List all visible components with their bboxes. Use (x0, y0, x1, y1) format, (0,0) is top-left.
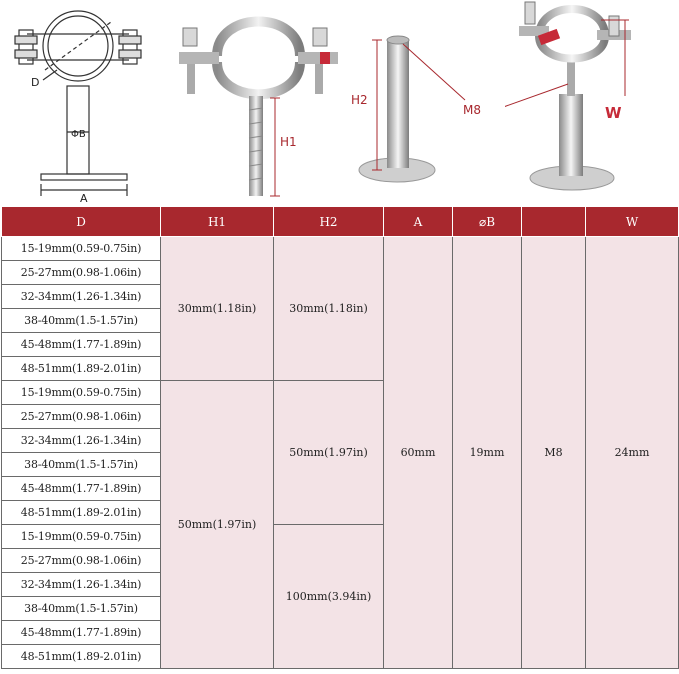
label-h2: H2 (351, 93, 368, 107)
cell-d: 15-19mm(0.59-0.75in) (2, 237, 161, 261)
cell-d: 32-34mm(1.26-1.34in) (2, 429, 161, 453)
label-a: A (80, 192, 88, 205)
technical-drawing (5, 0, 155, 205)
table-row (2, 237, 679, 261)
cell-d: 32-34mm(1.26-1.34in) (2, 285, 161, 309)
cell-d: 15-19mm(0.59-0.75in) (2, 525, 161, 549)
cell-b: 19mm (453, 237, 522, 669)
cell-h2: 30mm(1.18in) (274, 237, 384, 381)
header-a: A (384, 207, 453, 237)
cell-d: 38-40mm(1.5-1.57in) (2, 597, 161, 621)
cell-d: 48-51mm(1.89-2.01in) (2, 501, 161, 525)
header-h2: H2 (274, 207, 384, 237)
cell-d: 15-19mm(0.59-0.75in) (2, 381, 161, 405)
cell-h2: 50mm(1.97in) (274, 381, 384, 525)
header-d: D (2, 207, 161, 237)
cell-d: 38-40mm(1.5-1.57in) (2, 309, 161, 333)
cell-d: 25-27mm(0.98-1.06in) (2, 549, 161, 573)
header-w: W (586, 207, 679, 237)
label-b: ΦB (71, 129, 86, 140)
standoff-photo (345, 0, 495, 205)
assembly-photo (505, 0, 675, 205)
header-b: ⌀B (453, 207, 522, 237)
label-m8: M8 (463, 103, 481, 117)
header-row (2, 207, 679, 237)
cell-d: 25-27mm(0.98-1.06in) (2, 405, 161, 429)
cell-a: 60mm (384, 237, 453, 669)
cell-d: 38-40mm(1.5-1.57in) (2, 453, 161, 477)
cell-d: 48-51mm(1.89-2.01in) (2, 357, 161, 381)
header-h1: H1 (161, 207, 274, 237)
label-h1: H1 (280, 135, 297, 149)
cell-d: 48-51mm(1.89-2.01in) (2, 645, 161, 669)
cell-d: 25-27mm(0.98-1.06in) (2, 261, 161, 285)
cell-d: 32-34mm(1.26-1.34in) (2, 573, 161, 597)
cell-d: 45-48mm(1.77-1.89in) (2, 621, 161, 645)
cell-d: 45-48mm(1.77-1.89in) (2, 333, 161, 357)
cell-h1: 50mm(1.97in) (161, 381, 274, 669)
cell-w: 24mm (586, 237, 679, 669)
label-w: W (605, 104, 622, 122)
cell-h1: 30mm(1.18in) (161, 237, 274, 381)
spec-table (1, 206, 679, 669)
cell-d: 45-48mm(1.77-1.89in) (2, 477, 161, 501)
header-m (522, 207, 586, 237)
label-d: D (31, 76, 40, 89)
cell-m: M8 (522, 237, 586, 669)
clamp-rod-photo (165, 0, 350, 205)
product-figures (0, 0, 679, 205)
cell-h2: 100mm(3.94in) (274, 525, 384, 669)
